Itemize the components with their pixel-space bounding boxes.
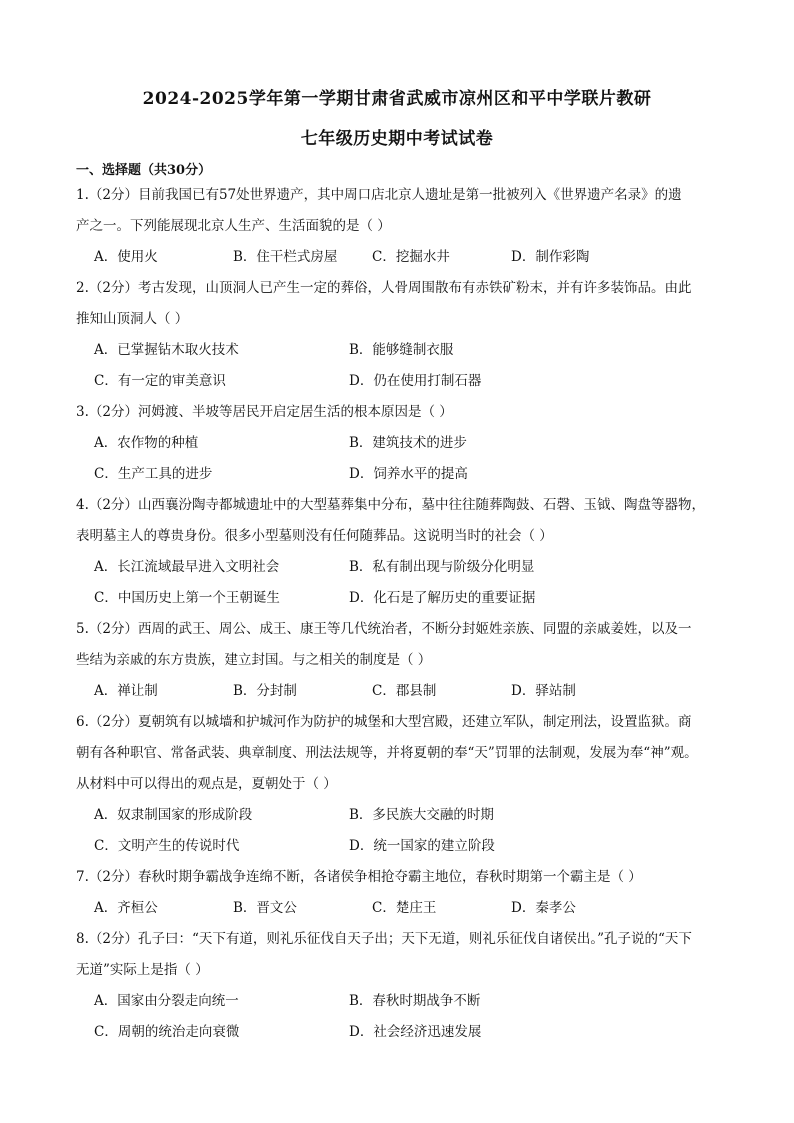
question-stem: 5.（2分）西周的武王、周公、成王、康王等几代统治者，不断分封姬姓亲族、同盟的亲戚姜姓，以及一 (76, 621, 692, 637)
options-row (76, 583, 794, 614)
options-row (76, 1017, 794, 1048)
question-8 (76, 924, 726, 986)
question-stem: 1.（2分）目前我国已有57处世界遗产，其中周口店北京人遗址是第一批被列入《世界遗产名录》的遗 (76, 187, 682, 203)
options-row (76, 831, 794, 862)
option-d: D．制作彩陶 (511, 249, 590, 265)
option-b: B．建筑技术的进步 (349, 435, 467, 451)
option-a: A．国家由分裂走向统一 (94, 993, 239, 1009)
question-stem: 产之一。下列能展现北京人生产、生活面貌的是（ ） (76, 218, 391, 234)
option-a: A．奴隶制国家的形成阶段 (94, 807, 253, 823)
option-d: D．驿站制 (511, 683, 576, 699)
options-row (76, 366, 794, 397)
option-c: C．中国历史上第一个王朝诞生 (94, 590, 280, 606)
question-stem: 7.（2分）春秋时期争霸战争连绵不断，各诸侯争相抢夺霸主地位，春秋时期第一个霸主是（ ） (76, 869, 642, 885)
options-row (76, 552, 794, 583)
option-c: C．生产工具的进步 (94, 466, 213, 482)
option-d: D．统一国家的建立阶段 (349, 838, 495, 854)
option-b: B．多民族大交融的时期 (349, 807, 494, 823)
option-a: A．齐桓公 (94, 900, 158, 916)
question-stem: 4.（2分）山西襄汾陶寺都城遗址中的大型墓葬集中分布，墓中往往随葬陶鼓、石磬、玉钺、陶盘等器物， (76, 497, 705, 513)
question-stem: 无道”实际上是指（ ） (76, 962, 209, 978)
options-row (76, 242, 794, 273)
question-3 (76, 397, 726, 428)
options-row (76, 428, 794, 459)
option-c: C．挖掘水井 (372, 249, 450, 265)
question-stem: 推知山顶洞人（ ） (76, 311, 189, 327)
option-b: B．晋文公 (233, 900, 297, 916)
question-1 (76, 180, 726, 242)
question-4 (76, 490, 726, 552)
options-row (76, 800, 794, 831)
option-d: D．饲养水平的提高 (349, 466, 468, 482)
exam-title-line2: 七年级历史期中考试试卷 (300, 129, 494, 149)
question-stem: 从材料中可以得出的观点是，夏朝处于（ ） (76, 776, 337, 792)
option-a: A．农作物的种植 (94, 435, 199, 451)
options-row (76, 676, 794, 707)
option-c: C．郡县制 (372, 683, 437, 699)
question-stem: 朝有各种职官、常备武装、典章制度、刑法法规等，并将夏朝的奉“天”罚罪的法制观，发展为奉“神”观。 (76, 745, 698, 761)
question-stem: 3.（2分）河姆渡、半坡等居民开启定居生活的根本原因是（ ） (76, 404, 453, 420)
option-c: C．楚庄王 (372, 900, 437, 916)
option-a: A．使用火 (94, 249, 158, 265)
question-stem: 些结为亲戚的东方贵族，建立封国。与之相关的制度是（ ） (76, 652, 432, 668)
option-c: C．文明产生的传说时代 (94, 838, 240, 854)
exam-title-line1: 2024-2025学年第一学期甘肃省武威市凉州区和平中学联片教研 (142, 89, 652, 109)
question-2 (76, 273, 726, 335)
option-d: D．化石是了解历史的重要证据 (349, 590, 536, 606)
question-7 (76, 862, 726, 893)
options-row (76, 986, 794, 1017)
option-d: D．秦孝公 (511, 900, 576, 916)
question-stem: 8.（2分）孔子曰：“天下有道，则礼乐征伐自天子出；天下无道，则礼乐征伐自诸侯出。”孔子说的“天下 (76, 931, 692, 947)
question-stem: 2.（2分）考古发现，山顶洞人已产生一定的葬俗，人骨周围散布有赤铁矿粉末，并有许多装饰品。由此 (76, 280, 692, 296)
option-c: C．有一定的审美意识 (94, 373, 226, 389)
option-b: B．住干栏式房屋 (233, 249, 338, 265)
option-b: B．春秋时期战争不断 (349, 993, 481, 1009)
option-a: A．已掌握钻木取火技术 (94, 342, 239, 358)
option-d: D．仍在使用打制石器 (349, 373, 482, 389)
options-row (76, 893, 794, 924)
option-b: B．私有制出现与阶级分化明显 (349, 559, 535, 575)
option-d: D．社会经济迅速发展 (349, 1024, 482, 1040)
question-stem: 6.（2分）夏朝筑有以城墙和护城河作为防护的城堡和大型宫殿，还建立军队，制定刑法，设置监狱。商 (76, 714, 692, 730)
option-b: B．能够缝制衣服 (349, 342, 454, 358)
question-5 (76, 614, 726, 676)
option-b: B．分封制 (233, 683, 297, 699)
option-c: C．周朝的统治走向衰微 (94, 1024, 240, 1040)
options-row (76, 459, 794, 490)
question-stem: 表明墓主人的尊贵身份。很多小型墓则没有任何随葬品。这说明当时的社会（ ） (76, 528, 553, 544)
question-6 (76, 707, 726, 800)
option-a: A．禅让制 (94, 683, 158, 699)
section-heading: 一、选择题（共30分） (76, 163, 212, 178)
option-a: A．长江流域最早进入文明社会 (94, 559, 280, 575)
options-row (76, 335, 794, 366)
